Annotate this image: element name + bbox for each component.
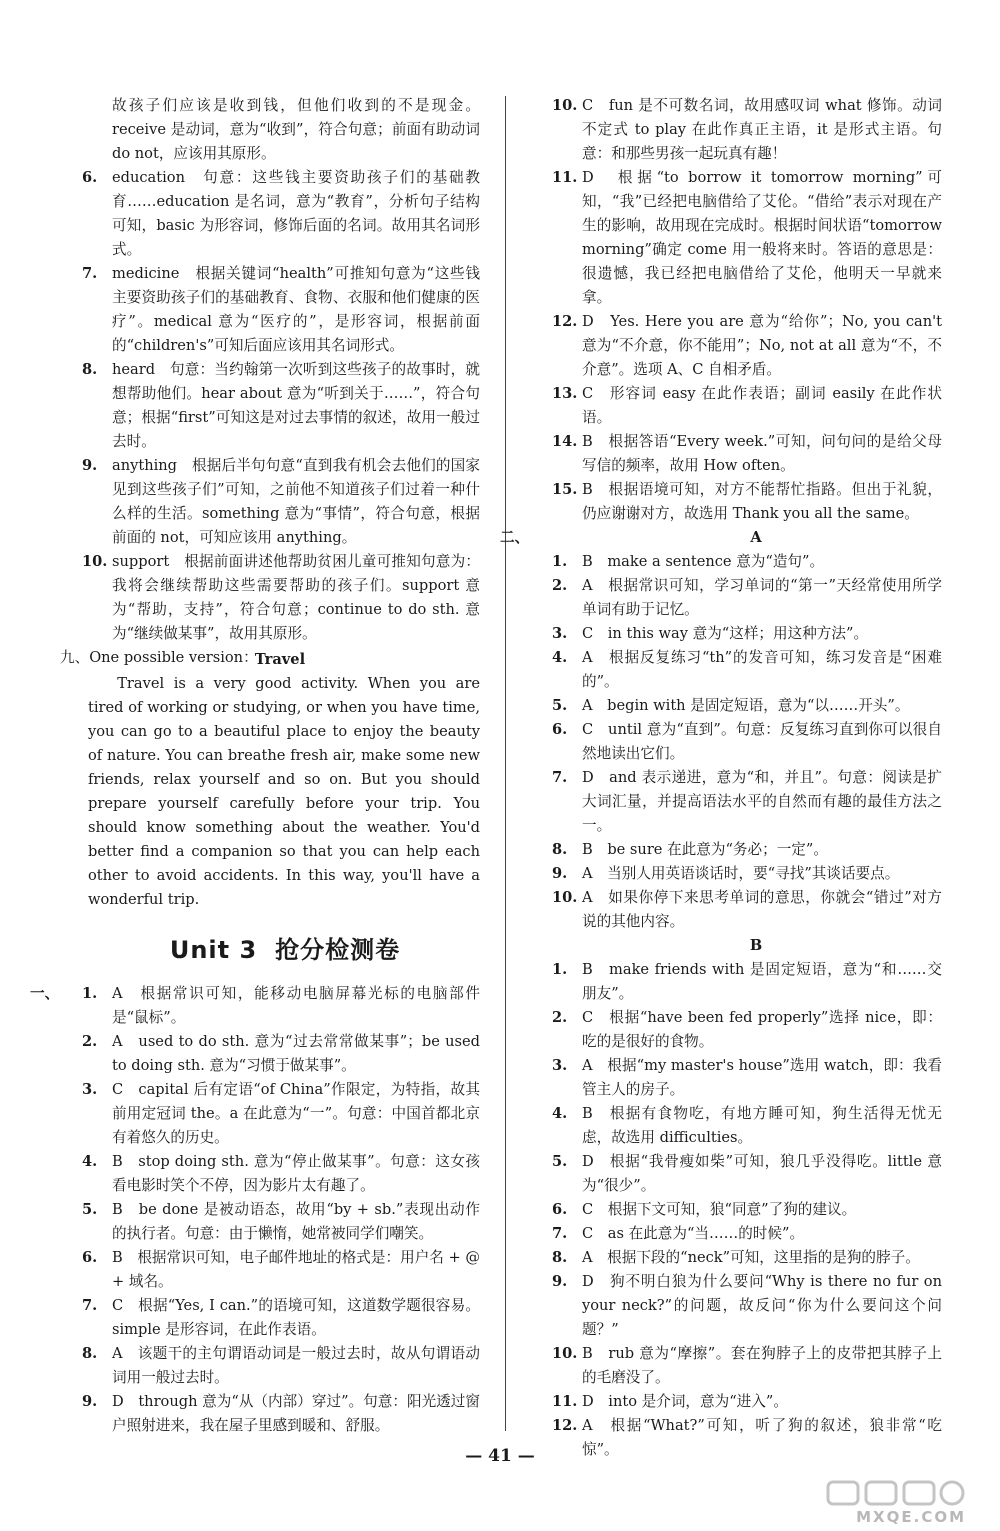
item-number: 1. [552, 553, 568, 570]
answer-item [60, 550, 480, 646]
unit-title-text: 抢分检测卷 [275, 936, 401, 964]
item-number: 6. [552, 721, 568, 738]
watermark-text: MXQE.COM [856, 1508, 966, 1526]
item-text: A 如果你停下来思考单词的意思，你就会“错过”对方说的其他内容。 [582, 889, 942, 930]
item-number: 6. [82, 169, 98, 186]
item-number: 10. [82, 553, 108, 570]
left-top-items [60, 94, 480, 646]
item-text: C 根据“Yes, I can.”的语境可知，这道数学题很容易。simple 是形容词，在此作表语。 [112, 1297, 480, 1338]
item-number: 13. [552, 385, 578, 402]
answer-item [530, 1054, 942, 1102]
item-number: 15. [552, 481, 578, 498]
section-1-label: 一、 [30, 985, 60, 1002]
answer-item [530, 382, 942, 430]
section-2-header [500, 526, 942, 550]
answer-item [60, 1030, 480, 1078]
item-text: A 根据反复练习“th”的发音可知，练习发音是“困难的”。 [582, 649, 942, 690]
item-number: 9. [552, 865, 568, 882]
essay-body: Travel is a very good activity. When you are tired of working or studying, or when you have time, you can go to a beautiful place to enjoy the beauty of nature. You can breathe fresh air, make some new friends, relax yourself and so on. But you should prepare yourself carefully before your trip. You should know something about the weather. You'd better find a companion so that you can help each other to avoid accidents. In this way, you'll have a wonderful trip. [88, 675, 480, 908]
right-column [500, 94, 942, 1462]
item-text: C in this way 意为“这样；用这种方法”。 [582, 625, 869, 642]
item-number: 4. [82, 1153, 98, 1170]
item-number: 8. [82, 1345, 98, 1362]
item-text: A 根据常识可知，能移动电脑屏幕光标的电脑部件是“鼠标”。 [112, 985, 480, 1026]
item-number: 1. [552, 961, 568, 978]
item-text: D and 表示递进，意为“和，并且”。句意：阅读是扩大词汇量，并提高语法水平的自然而有趣的最佳方法之一。 [582, 769, 942, 834]
answer-item [530, 94, 942, 166]
answer-item [60, 358, 480, 454]
answer-item [530, 1006, 942, 1054]
column-divider [505, 96, 506, 1431]
answer-item [530, 1390, 942, 1414]
item-number: 14. [552, 433, 578, 450]
answer-item [60, 1150, 480, 1198]
item-text: C as 在此意为“当……的时候”。 [582, 1225, 805, 1242]
item-text: B make friends with 是固定短语，意为“和……交朋友”。 [582, 961, 942, 1002]
item-number: 5. [552, 697, 568, 714]
answer-item [530, 1222, 942, 1246]
item-text: C fun 是不可数名词，故用感叹词 what 修饰。动词不定式 to play 在此作真正主语，it 是形式主语。句意：和那些男孩一起玩真有趣！ [582, 97, 942, 162]
part-a-label: A [750, 529, 762, 546]
answer-item [530, 478, 942, 526]
item-text: C until 意为“直到”。句意：反复练习直到你可以很自然地读出它们。 [582, 721, 942, 762]
item-number: 4. [552, 649, 568, 666]
part-a-items [530, 550, 942, 934]
section-2-label: 二、 [500, 529, 530, 546]
item-number: 5. [552, 1153, 568, 1170]
item-number: 2. [82, 1033, 98, 1050]
item-number: 8. [552, 841, 568, 858]
answer-item [60, 262, 480, 358]
item-number: 1. [82, 985, 98, 1002]
answer-item [530, 646, 942, 694]
item-text: anything 根据后半句句意“直到我有机会去他们的国家见到这些孩子们”可知，之前他不知道孩子们过着一种什么样的生活。something 意为“事情”，符合句意，根据前面的 not，可知应该用 anything。 [112, 457, 480, 546]
item-number: 6. [552, 1201, 568, 1218]
item-number: 12. [552, 1417, 578, 1434]
item-number: 9. [552, 1273, 568, 1290]
part-b-items [530, 958, 942, 1462]
item-number: 2. [552, 1009, 568, 1026]
answer-item [530, 430, 942, 478]
item-text: B make a sentence 意为“造句”。 [582, 553, 825, 570]
answer-item [60, 166, 480, 262]
item-number: 9. [82, 457, 98, 474]
answer-item [60, 1078, 480, 1150]
answer-item [530, 766, 942, 838]
item-text: A 当别人用英语谈话时，要“寻找”其谈话要点。 [582, 865, 900, 882]
answer-item [530, 1150, 942, 1198]
item-number: 11. [552, 1393, 578, 1410]
item-number: 5. [82, 1201, 98, 1218]
item-text: medicine 根据关键词“health”可推知句意为“这些钱主要资助孩子们的基础教育、食物、衣服和他们健康的医疗”。medical 意为“医疗的”，是形容词，根据前面的“children's”可知后面应该用其名词形式。 [112, 265, 480, 354]
item-number: 4. [552, 1105, 568, 1122]
item-text: A 根据常识可知，学习单词的“第一”天经常使用所学单词有助于记忆。 [582, 577, 942, 618]
item-number: 10. [552, 97, 578, 114]
answer-item [530, 166, 942, 310]
answer-item [530, 550, 942, 574]
item-text: B be sure 在此意为“务必；一定”。 [582, 841, 828, 858]
item-text: B rub 意为“摩擦”。套在狗脖子上的皮带把其脖子上的毛磨没了。 [582, 1345, 942, 1386]
answer-item [60, 1342, 480, 1390]
answer-item [530, 886, 942, 934]
item-number: 3. [82, 1081, 98, 1098]
item-number: 10. [552, 889, 578, 906]
item-number: 8. [82, 361, 98, 378]
left-column [30, 94, 480, 1438]
answer-item [530, 838, 942, 862]
item-number: 8. [552, 1249, 568, 1266]
item-number: 9. [82, 1393, 98, 1410]
item-number: 3. [552, 625, 568, 642]
item-text: C 根据“have been fed properly”选择 nice，即：吃的是很好的食物。 [582, 1009, 942, 1050]
answer-item [530, 574, 942, 622]
answer-item [530, 1246, 942, 1270]
item-number: 10. [552, 1345, 578, 1362]
page-number: — 41 — [465, 1446, 535, 1466]
item-number: 3. [552, 1057, 568, 1074]
essay-title: Travel [254, 651, 306, 668]
item-text: D 根据“我骨瘦如柴”可知，狼几乎没得吃。little 意为“很少”。 [582, 1153, 942, 1194]
item-text: C capital 后有定语“of China”作限定，为特指，故其前用定冠词 the。a 在此意为“一”。句意：中国首都北京有着悠久的历史。 [112, 1081, 480, 1146]
item-number: 7. [82, 265, 98, 282]
item-text: A 该题干的主句谓语动词是一般过去时，故从句谓语动词用一般过去时。 [112, 1345, 480, 1386]
item-text: A 根据“What?”可知，听了狗的叙述，狼非常“吃惊”。 [582, 1417, 942, 1458]
answer-item [530, 1198, 942, 1222]
item-text: 故孩子们应该是收到钱，但他们收到的不是现金。receive 是动词，意为“收到”，符合句意；前面有助动词 do not，应该用其原形。 [112, 97, 480, 162]
item-text: D through 意为“从（内部）穿过”。句意：阳光透过窗户照射进来，我在屋子里感到暖和、舒服。 [112, 1393, 480, 1434]
essay-label: 九、One possible version： [60, 649, 258, 666]
unit-title-number: Unit 3 [169, 936, 258, 964]
item-text: D Yes. Here you are 意为“给你”；No, you can't 意为“不介意，你不能用”；No, not at all 意为“不，不介意”。选项 A、C 自相矛盾。 [582, 313, 942, 378]
answer-item [60, 1198, 480, 1246]
answer-item [60, 1294, 480, 1342]
answer-item [60, 94, 480, 166]
unit-title [60, 938, 480, 962]
answer-item [530, 1270, 942, 1342]
item-text: B 根据答语“Every week.”可知，问句问的是给父母写信的频率，故用 How often。 [582, 433, 942, 474]
item-text: D into 是介词，意为“进入”。 [582, 1393, 788, 1410]
item-text: A begin with 是固定短语，意为“以……开头”。 [582, 697, 910, 714]
item-text: B 根据有食物吃，有地方睡可知，狗生活得无忧无虑，故选用 difficulties。 [582, 1105, 942, 1146]
item-text: B be done 是被动语态，故用“by + sb.”表现出动作的执行者。句意：由于懒惰，她常被同学们嘲笑。 [112, 1201, 480, 1242]
answer-item [530, 694, 942, 718]
item-text: B 根据语境可知，对方不能帮忙指路。但出于礼貌，仍应谢谢对方，故选用 Thank you all the same。 [582, 481, 942, 522]
item-text: education 句意：这些钱主要资助孩子们的基础教育……education 是名词，意为“教育”，分析句子结构可知，basic 为形容词，修饰后面的名词。故用其名词形式。 [112, 169, 480, 258]
item-text: heard 句意：当约翰第一次听到这些孩子的故事时，就想帮助他们。hear about 意为“听到关于……”，符合句意；根据“first”可知这是对过去事情的叙述，故用一般过去时。 [112, 361, 480, 450]
answer-item [530, 718, 942, 766]
answer-item [530, 862, 942, 886]
item-text: C 形容词 easy 在此作表语；副词 easily 在此作状语。 [582, 385, 942, 426]
right-top-items [530, 94, 942, 526]
item-number: 7. [552, 769, 568, 786]
item-text: A used to do sth. 意为“过去常常做某事”；be used to doing sth. 意为“习惯于做某事”。 [112, 1033, 480, 1074]
answer-item [60, 1390, 480, 1438]
answer-item [60, 454, 480, 550]
item-text: B 根据常识可知，电子邮件地址的格式是：用户名 + @ + 域名。 [112, 1249, 480, 1290]
item-text: B stop doing sth. 意为“停止做某事”。句意：这女孩看电影时笑个不停，因为影片太有趣了。 [112, 1153, 480, 1194]
item-text: support 根据前面讲述他帮助贫困儿童可推知句意为：我将会继续帮助这些需要帮助的孩子们。support 意为“帮助，支持”，符合句意；continue to do sth. 意为“继续做某事”，故用其原形。 [112, 553, 480, 642]
answer-item [530, 622, 942, 646]
answer-item [530, 958, 942, 1006]
item-text: A 根据“my master's house”选用 watch，即：我看管主人的房子。 [582, 1057, 942, 1098]
answer-item [530, 1102, 942, 1150]
item-number: 7. [552, 1225, 568, 1242]
item-text: A 根据下段的“neck”可知，这里指的是狗的脖子。 [582, 1249, 920, 1266]
item-text: D 狗不明白狼为什么要问“Why is there no fur on your neck?”的问题，故反问“你为什么要问这个问题？” [582, 1273, 942, 1338]
answer-item [60, 1246, 480, 1294]
item-text: D 根据“to borrow it tomorrow morning”可知，“我”已经把电脑借给了艾伦。“借给”表示对现在产生的影响，故用现在完成时。根据时间状语“tomorrow morning”确定 come 用一般将来时。答语的意思是：很遗憾，我已经把电脑借给了艾伦，他明天一早就来拿。 [582, 169, 942, 306]
item-text: C 根据下文可知，狼“同意”了狗的建议。 [582, 1201, 857, 1218]
item-number: 6. [82, 1249, 98, 1266]
item-number: 7. [82, 1297, 98, 1314]
item-number: 12. [552, 313, 578, 330]
item-number: 2. [552, 577, 568, 594]
answer-item [530, 1342, 942, 1390]
answer-item [530, 310, 942, 382]
answer-item [60, 982, 480, 1030]
section-1 [30, 982, 480, 1438]
item-number: 11. [552, 169, 578, 186]
part-b-label: B [749, 937, 763, 954]
